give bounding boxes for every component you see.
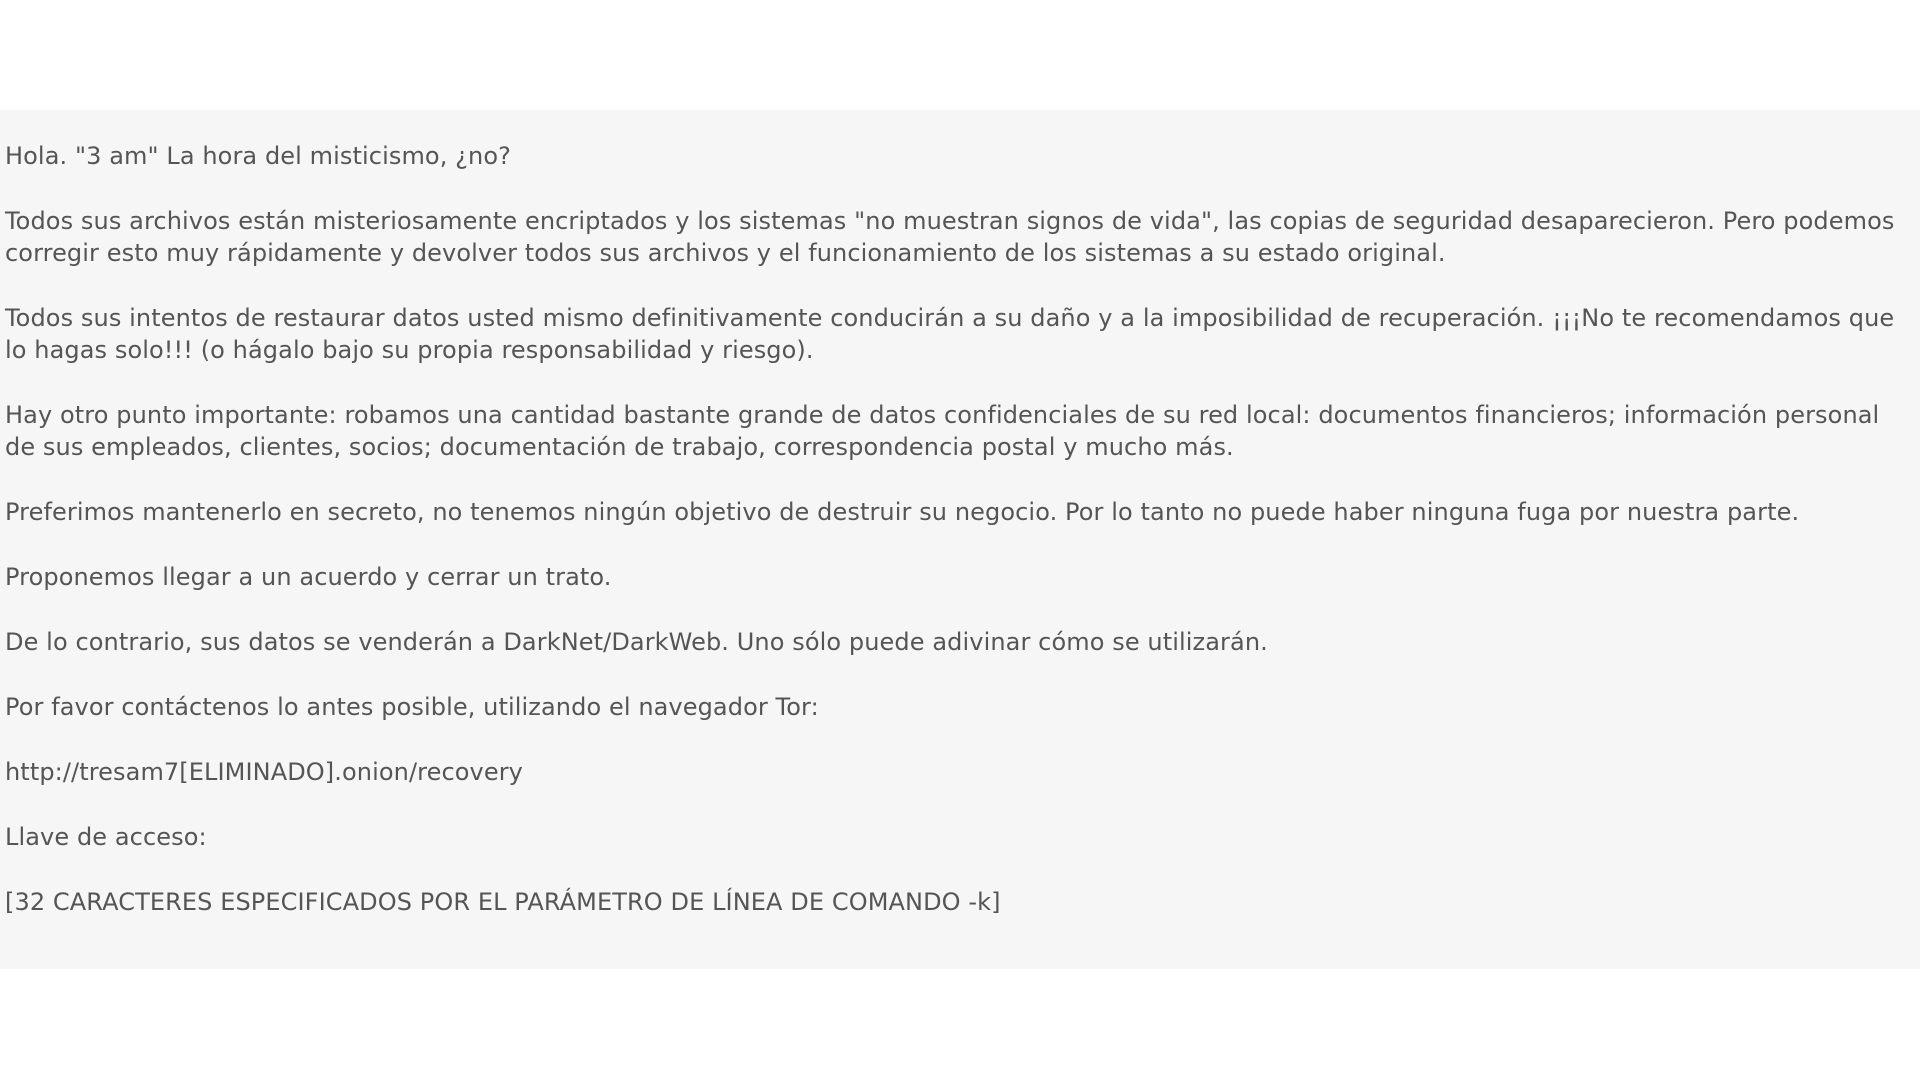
note-deal-proposal: Proponemos llegar a un acuerdo y cerrar un trato. — [5, 563, 612, 591]
note-access-key-label: Llave de acceso: — [5, 823, 207, 851]
note-onion-url: http://tresam7[ELIMINADO].onion/recovery — [5, 758, 523, 786]
note-encryption-notice: Todos sus archivos están misteriosamente encriptados y los sistemas "no muestran signos de vida", las copias de seguridad desaparecieron. Pero podemos corregir esto muy rápidamente y devolver todos sus archivos y el funcionamiento de los sistemas a su estado original. — [5, 207, 1895, 267]
note-contact-instruction: Por favor contáctenos lo antes posible, utilizando el navegador Tor: — [5, 693, 819, 721]
note-threat: De lo contrario, sus datos se venderán a DarkNet/DarkWeb. Uno sólo puede adivinar cómo se utilizarán. — [5, 628, 1268, 656]
note-recovery-warning: Todos sus intentos de restaurar datos usted mismo definitivamente conducirán a su daño y a la imposibilidad de recuperación. ¡¡¡No te recomendamos que lo hagas solo!!! (o hágalo bajo su propia responsabilidad y riesgo). — [5, 304, 1895, 364]
note-data-theft-notice: Hay otro punto importante: robamos una cantidad bastante grande de datos confidenciales de su red local: documentos financieros; información personal de sus empleados, clientes, socios; documentación de trabajo, correspondencia postal y mucho más. — [5, 401, 1880, 461]
ransom-note-panel — [0, 110, 1920, 969]
note-secrecy-statement: Preferimos mantenerlo en secreto, no tenemos ningún objetivo de destruir su negocio. Por lo tanto no puede haber ninguna fuga por nuestra parte. — [5, 498, 1800, 526]
note-greeting: Hola. "3 am" La hora del misticismo, ¿no? — [5, 142, 511, 170]
note-access-key-value: [32 CARACTERES ESPECIFICADOS POR EL PARÁMETRO DE LÍNEA DE COMANDO -k] — [5, 888, 1001, 916]
